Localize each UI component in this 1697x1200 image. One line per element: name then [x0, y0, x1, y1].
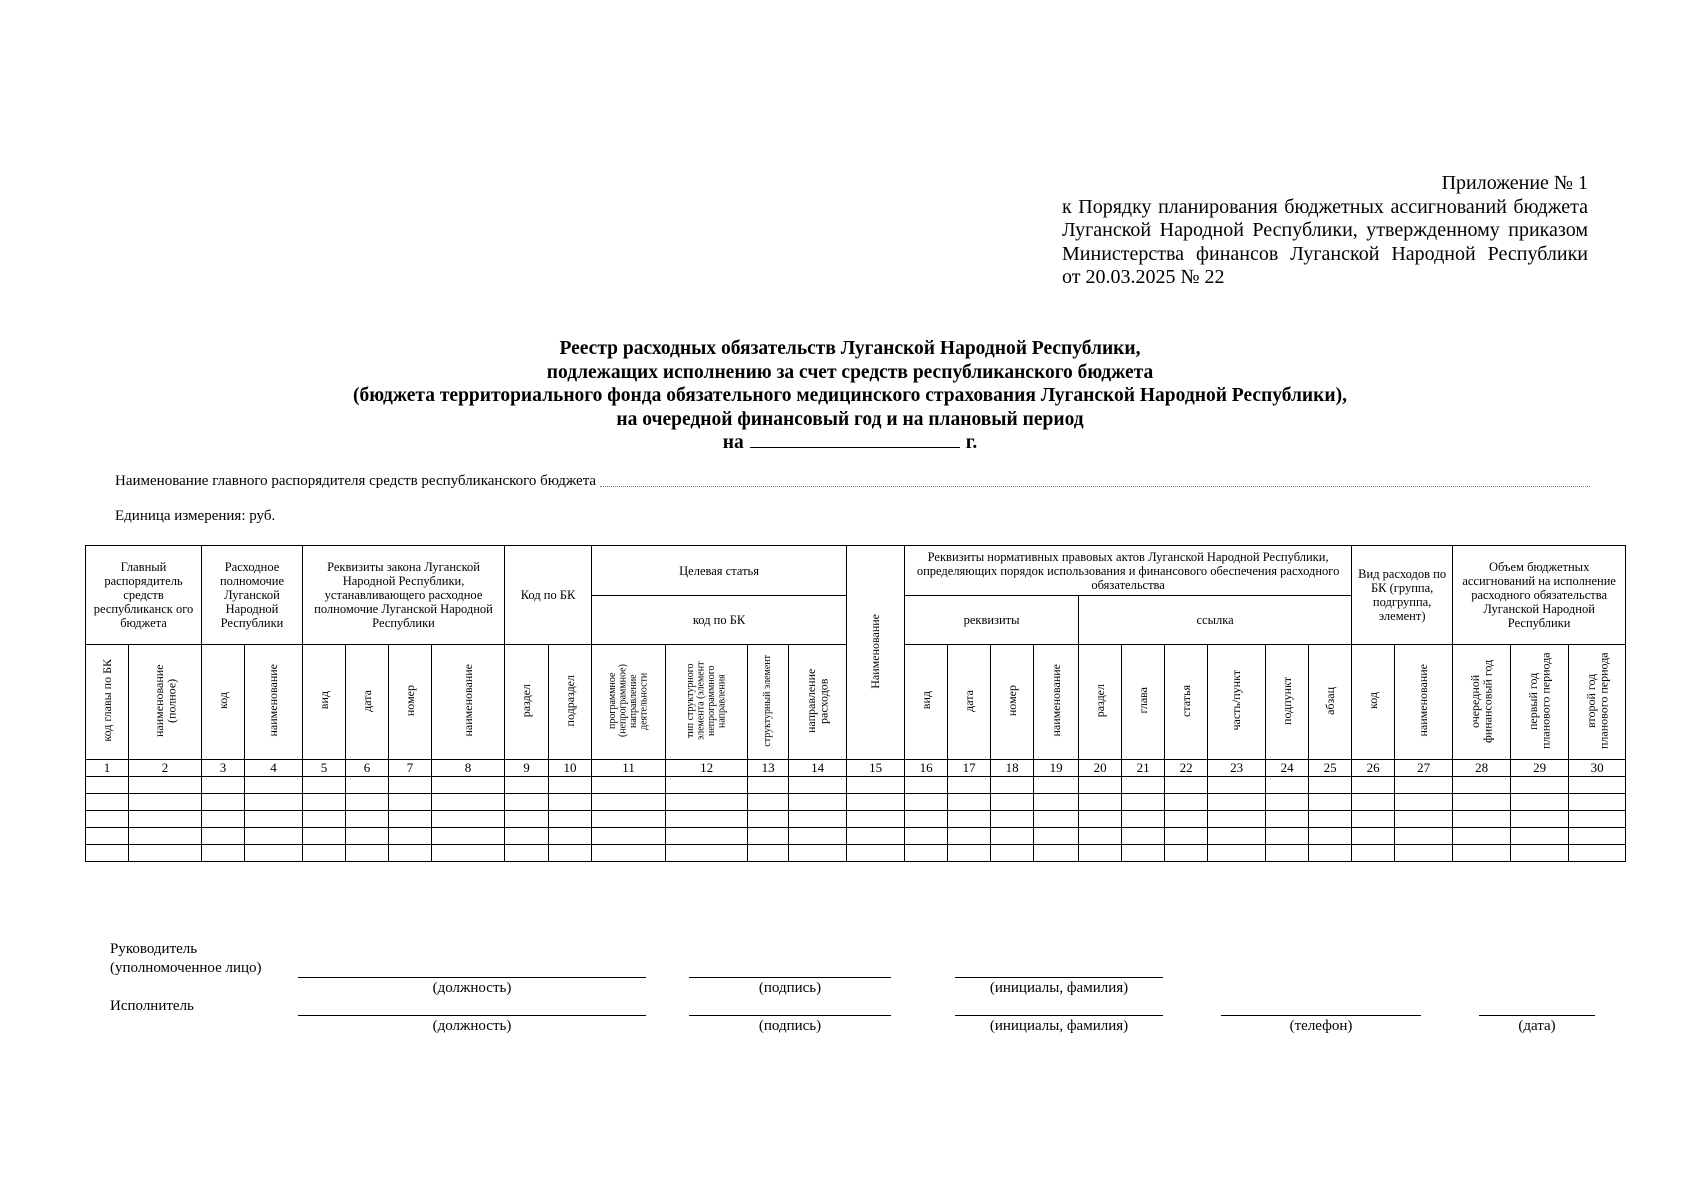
table-cell[interactable] — [505, 777, 549, 794]
table-row[interactable] — [86, 794, 1626, 811]
appendix-line: Луганской Народной Республики, утвержденному приказом — [1062, 219, 1588, 241]
table-cell[interactable] — [1034, 811, 1079, 828]
table-cell[interactable] — [905, 845, 948, 862]
col-header: код — [1352, 645, 1395, 760]
col-header: статья — [1165, 645, 1208, 760]
exec-phone-caption: (телефон) — [1289, 1018, 1353, 1034]
table-cell[interactable] — [86, 794, 129, 811]
column-number: 24 — [1266, 760, 1309, 777]
head-initials-caption: (инициалы, фамилия) — [989, 980, 1129, 996]
exec-signature-caption: (подпись) — [758, 1018, 822, 1034]
exec-position-field[interactable] — [298, 1015, 646, 1016]
column-number: 7 — [389, 760, 432, 777]
column-number: 5 — [303, 760, 346, 777]
col-header: наименование — [1034, 645, 1079, 760]
appendix-title: Приложение № 1 — [1441, 172, 1588, 194]
table-cell[interactable] — [666, 777, 748, 794]
table-cell[interactable] — [789, 845, 847, 862]
table-cell[interactable] — [748, 845, 789, 862]
table-cell[interactable] — [1165, 777, 1208, 794]
table-cell[interactable] — [505, 794, 549, 811]
col-header: дата — [948, 645, 991, 760]
col-header: первый год планового периода — [1511, 645, 1569, 760]
exec-signature-field[interactable] — [689, 1015, 891, 1016]
table-cell[interactable] — [432, 794, 505, 811]
table-cell[interactable] — [1453, 828, 1511, 845]
table-cell[interactable] — [1079, 777, 1122, 794]
table-cell[interactable] — [1079, 811, 1122, 828]
table-cell[interactable] — [245, 811, 303, 828]
table-cell[interactable] — [748, 777, 789, 794]
document-title — [250, 337, 1450, 455]
header-allocation-volume: Объем бюджетных ассигнований на исполнение расходного обязательства Луганской Народной Республики — [1453, 546, 1626, 645]
table-row[interactable] — [86, 828, 1626, 845]
table-cell[interactable] — [905, 794, 948, 811]
table-cell[interactable] — [1352, 828, 1395, 845]
table-cell[interactable] — [389, 777, 432, 794]
col-header: дата — [346, 645, 389, 760]
table-cell[interactable] — [1266, 845, 1309, 862]
exec-initials-caption: (инициалы, фамилия) — [989, 1018, 1129, 1034]
table-cell[interactable] — [389, 845, 432, 862]
table-cell[interactable] — [1395, 828, 1453, 845]
table-cell[interactable] — [129, 794, 202, 811]
title-line: подлежащих исполнению за счет средств республиканского бюджета — [546, 361, 1154, 383]
col-header: тип структурного элемента (элемент непрограммного направления — [666, 645, 748, 760]
header-bk-code: Код по БК — [505, 546, 592, 645]
table-cell[interactable] — [666, 811, 748, 828]
column-number: 2 — [129, 760, 202, 777]
head-label-line2: (уполномоченное лицо) — [110, 960, 262, 976]
table-cell[interactable] — [86, 777, 129, 794]
table-cell[interactable] — [202, 828, 245, 845]
table-cell[interactable] — [1511, 794, 1569, 811]
appendix-block — [1062, 172, 1588, 290]
table-cell[interactable] — [1266, 828, 1309, 845]
col-header: структурный элемент — [748, 645, 789, 760]
table-cell[interactable] — [1165, 811, 1208, 828]
table-cell[interactable] — [505, 811, 549, 828]
column-number: 22 — [1165, 760, 1208, 777]
table-cell[interactable] — [1208, 777, 1266, 794]
table-cell[interactable] — [592, 794, 666, 811]
col-header: второй год планового периода — [1569, 645, 1626, 760]
table-cell[interactable] — [666, 794, 748, 811]
col-header: глава — [1122, 645, 1165, 760]
table-cell[interactable] — [1122, 828, 1165, 845]
table-cell[interactable] — [245, 777, 303, 794]
title-g: г. — [965, 432, 978, 453]
col-header: программное (непрограммное) направление деятельности — [592, 645, 666, 760]
table-cell[interactable] — [1266, 777, 1309, 794]
table-cell[interactable] — [1266, 794, 1309, 811]
table-cell[interactable] — [129, 845, 202, 862]
table-cell[interactable] — [1122, 794, 1165, 811]
title-date-line — [250, 431, 1450, 455]
table-cell[interactable] — [991, 828, 1034, 845]
table-cell[interactable] — [202, 794, 245, 811]
table-cell[interactable] — [748, 794, 789, 811]
table-cell[interactable] — [948, 811, 991, 828]
column-number: 19 — [1034, 760, 1079, 777]
table-cell[interactable] — [1122, 845, 1165, 862]
table-cell[interactable] — [389, 794, 432, 811]
appendix-date: от 20.03.2025 № 22 — [1062, 266, 1225, 288]
column-number: 26 — [1352, 760, 1395, 777]
col-header: направление расходов — [789, 645, 847, 760]
column-number: 29 — [1511, 760, 1569, 777]
table-cell[interactable] — [1309, 794, 1352, 811]
header-name-label: Наименование — [868, 613, 883, 689]
table-cell[interactable] — [389, 828, 432, 845]
table-cell[interactable] — [789, 777, 847, 794]
head-position-caption: (должность) — [432, 980, 512, 996]
table-cell[interactable] — [505, 845, 549, 862]
header-target-article: Целевая статья — [592, 546, 847, 596]
column-number: 8 — [432, 760, 505, 777]
table-cell[interactable] — [592, 845, 666, 862]
table-cell[interactable] — [991, 811, 1034, 828]
column-number: 10 — [549, 760, 592, 777]
table-cell[interactable] — [1395, 777, 1453, 794]
exec-position-caption: (должность) — [432, 1018, 512, 1034]
col-header: наименование (полное) — [129, 645, 202, 760]
header-main-manager: Главный распорядитель средств республиканск ого бюджета — [86, 546, 202, 645]
appendix-line: к Порядку планирования бюджетных ассигнований бюджета — [1062, 195, 1588, 218]
head-label-line1: Руководитель — [110, 941, 198, 957]
table-cell[interactable] — [592, 811, 666, 828]
header-expense-type: Вид расходов по БК (группа, подгруппа, элемент) — [1352, 546, 1453, 645]
table-cell[interactable] — [1352, 811, 1395, 828]
column-number: 9 — [505, 760, 549, 777]
unit-label: Единица измерения: руб. — [115, 508, 276, 524]
head-label — [110, 940, 262, 978]
table-cell[interactable] — [948, 845, 991, 862]
table-cell[interactable] — [948, 794, 991, 811]
column-number: 15 — [847, 760, 905, 777]
table-cell[interactable] — [549, 777, 592, 794]
table-cell[interactable] — [666, 828, 748, 845]
table-row[interactable] — [86, 777, 1626, 794]
date-blank-field[interactable] — [750, 431, 960, 448]
table-cell[interactable] — [1395, 794, 1453, 811]
column-number: 25 — [1309, 760, 1352, 777]
col-header: вид — [905, 645, 948, 760]
appendix-line: Министерства финансов Луганской Народной Республики — [1062, 242, 1588, 265]
table-cell[interactable] — [847, 777, 905, 794]
table-cell[interactable] — [748, 828, 789, 845]
column-number: 3 — [202, 760, 245, 777]
table-cell[interactable] — [549, 794, 592, 811]
table-cell[interactable] — [666, 845, 748, 862]
header-name-column — [847, 546, 905, 760]
table-cell[interactable] — [346, 794, 389, 811]
table-cell[interactable] — [505, 828, 549, 845]
table-cell[interactable] — [948, 828, 991, 845]
col-header: наименование — [1395, 645, 1453, 760]
table-cell[interactable] — [389, 811, 432, 828]
header-normative-acts: Реквизиты нормативных правовых актов Луганской Народной Республики, определяющих порядок использования и финансового обеспечения расходного обязательства — [905, 546, 1352, 596]
owner-blank-field[interactable] — [600, 472, 1590, 487]
header-requisites: реквизиты — [905, 596, 1079, 645]
exec-phone-field[interactable] — [1221, 1015, 1421, 1016]
table-cell[interactable] — [905, 811, 948, 828]
table-cell[interactable] — [303, 828, 346, 845]
col-header: подраздел — [549, 645, 592, 760]
table-cell[interactable] — [789, 794, 847, 811]
exec-date-caption: (дата) — [1518, 1018, 1556, 1034]
table-cell[interactable] — [346, 811, 389, 828]
table-cell[interactable] — [1309, 777, 1352, 794]
head-signature-field[interactable] — [689, 977, 891, 978]
table-cell[interactable] — [86, 811, 129, 828]
table-cell[interactable] — [549, 828, 592, 845]
table-cell[interactable] — [1569, 828, 1626, 845]
col-header: код главы по БК — [86, 645, 129, 760]
table-cell[interactable] — [1352, 777, 1395, 794]
head-position-field[interactable] — [298, 977, 646, 978]
table-cell[interactable] — [1034, 828, 1079, 845]
column-number: 20 — [1079, 760, 1122, 777]
column-number: 11 — [592, 760, 666, 777]
head-initials-field[interactable] — [955, 977, 1163, 978]
table-cell[interactable] — [1352, 794, 1395, 811]
table-cell[interactable] — [1395, 811, 1453, 828]
table-cell[interactable] — [789, 811, 847, 828]
table-cell[interactable] — [1165, 794, 1208, 811]
table-cell[interactable] — [592, 828, 666, 845]
col-header: код — [202, 645, 245, 760]
col-header: номер — [389, 645, 432, 760]
col-header: наименование — [245, 645, 303, 760]
table-cell[interactable] — [303, 794, 346, 811]
col-header: абзац — [1309, 645, 1352, 760]
table-cell[interactable] — [789, 828, 847, 845]
table-cell[interactable] — [432, 777, 505, 794]
table-cell[interactable] — [549, 845, 592, 862]
col-header: раздел — [1079, 645, 1122, 760]
col-header: подпункт — [1266, 645, 1309, 760]
head-signature-caption: (подпись) — [758, 980, 822, 996]
table-cell[interactable] — [1511, 777, 1569, 794]
table-cell[interactable] — [346, 845, 389, 862]
owner-row — [115, 472, 1590, 490]
table-cell[interactable] — [847, 794, 905, 811]
table-cell[interactable] — [1453, 845, 1511, 862]
title-na: на — [722, 432, 744, 453]
table-cell[interactable] — [1352, 845, 1395, 862]
table-cell[interactable] — [847, 845, 905, 862]
table-cell[interactable] — [748, 811, 789, 828]
table-cell[interactable] — [905, 828, 948, 845]
table-cell[interactable] — [1511, 811, 1569, 828]
table-cell[interactable] — [1165, 828, 1208, 845]
table-cell[interactable] — [1079, 794, 1122, 811]
table-cell[interactable] — [303, 777, 346, 794]
column-number: 17 — [948, 760, 991, 777]
column-number: 4 — [245, 760, 303, 777]
table-cell[interactable] — [1122, 777, 1165, 794]
exec-initials-field[interactable] — [955, 1015, 1163, 1016]
col-header: часть/пункт — [1208, 645, 1266, 760]
table-cell[interactable] — [1569, 845, 1626, 862]
table-cell[interactable] — [1208, 845, 1266, 862]
table-cell[interactable] — [1266, 811, 1309, 828]
column-number-row — [86, 760, 1626, 777]
table-cell[interactable] — [1569, 811, 1626, 828]
column-number: 1 — [86, 760, 129, 777]
table-cell[interactable] — [1034, 794, 1079, 811]
table-cell[interactable] — [905, 777, 948, 794]
column-number: 23 — [1208, 760, 1266, 777]
table-cell[interactable] — [1208, 811, 1266, 828]
table-cell[interactable] — [847, 828, 905, 845]
table-cell[interactable] — [1453, 811, 1511, 828]
header-law-details: Реквизиты закона Луганской Народной Республики, устанавливающего расходное полномочие Луганской Народной Республики — [303, 546, 505, 645]
header-reference: ссылка — [1079, 596, 1352, 645]
table-cell[interactable] — [1208, 794, 1266, 811]
header-expense-power: Расходное полномочие Луганской Народной Республики — [202, 546, 303, 645]
table-cell[interactable] — [592, 777, 666, 794]
table-cell[interactable] — [1034, 777, 1079, 794]
table-cell[interactable] — [432, 845, 505, 862]
table-cell[interactable] — [245, 845, 303, 862]
table-cell[interactable] — [129, 828, 202, 845]
table-cell[interactable] — [432, 811, 505, 828]
table-cell[interactable] — [1079, 828, 1122, 845]
table-row[interactable] — [86, 845, 1626, 862]
table-cell[interactable] — [1511, 845, 1569, 862]
col-header: номер — [991, 645, 1034, 760]
exec-date-field[interactable] — [1479, 1015, 1595, 1016]
table-cell[interactable] — [86, 828, 129, 845]
table-cell[interactable] — [847, 811, 905, 828]
table-cell[interactable] — [991, 777, 1034, 794]
table-cell[interactable] — [948, 777, 991, 794]
table-cell[interactable] — [129, 777, 202, 794]
table-cell[interactable] — [1511, 828, 1569, 845]
table-cell[interactable] — [245, 828, 303, 845]
col-header: раздел — [505, 645, 549, 760]
table-cell[interactable] — [1309, 845, 1352, 862]
col-header: очередной финансовый год — [1453, 645, 1511, 760]
column-number: 27 — [1395, 760, 1453, 777]
header-target-code: код по БК — [592, 596, 847, 645]
title-line: (бюджета территориального фонда обязательного медицинского страхования Луганской Народной Республики), — [352, 385, 1348, 406]
table-cell[interactable] — [202, 845, 245, 862]
executor-label: Исполнитель — [110, 998, 194, 1014]
table-cell[interactable] — [991, 794, 1034, 811]
title-line: Реестр расходных обязательств Луганской Народной Республики, — [559, 338, 1141, 359]
column-number: 21 — [1122, 760, 1165, 777]
table-cell[interactable] — [1034, 845, 1079, 862]
column-number: 16 — [905, 760, 948, 777]
column-number: 14 — [789, 760, 847, 777]
table-cell[interactable] — [1309, 828, 1352, 845]
table-cell[interactable] — [1453, 794, 1511, 811]
table-cell[interactable] — [991, 845, 1034, 862]
table-cell[interactable] — [129, 811, 202, 828]
table-cell[interactable] — [1395, 845, 1453, 862]
table-cell[interactable] — [202, 777, 245, 794]
column-number: 28 — [1453, 760, 1511, 777]
table-cell[interactable] — [303, 845, 346, 862]
column-number: 18 — [991, 760, 1034, 777]
owner-label: Наименование главного распорядителя средств республиканского бюджета — [115, 473, 597, 489]
table-row[interactable] — [86, 811, 1626, 828]
table-cell[interactable] — [1208, 828, 1266, 845]
table-cell[interactable] — [1165, 845, 1208, 862]
table-cell[interactable] — [549, 811, 592, 828]
table-cell[interactable] — [1453, 777, 1511, 794]
table-cell[interactable] — [346, 777, 389, 794]
table-cell[interactable] — [202, 811, 245, 828]
table-cell[interactable] — [303, 811, 346, 828]
table-cell[interactable] — [1079, 845, 1122, 862]
column-number: 13 — [748, 760, 789, 777]
column-number: 30 — [1569, 760, 1626, 777]
table-cell[interactable] — [1569, 794, 1626, 811]
table-cell[interactable] — [346, 828, 389, 845]
column-number: 12 — [666, 760, 748, 777]
registry-table — [85, 545, 1626, 862]
table-cell[interactable] — [1569, 777, 1626, 794]
column-number: 6 — [346, 760, 389, 777]
table-cell[interactable] — [245, 794, 303, 811]
table-cell[interactable] — [86, 845, 129, 862]
table-cell[interactable] — [1122, 811, 1165, 828]
col-header: вид — [303, 645, 346, 760]
table-cell[interactable] — [1309, 811, 1352, 828]
table-cell[interactable] — [432, 828, 505, 845]
title-line: на очередной финансовый год и на плановый период — [616, 408, 1084, 430]
col-header: наименование — [432, 645, 505, 760]
